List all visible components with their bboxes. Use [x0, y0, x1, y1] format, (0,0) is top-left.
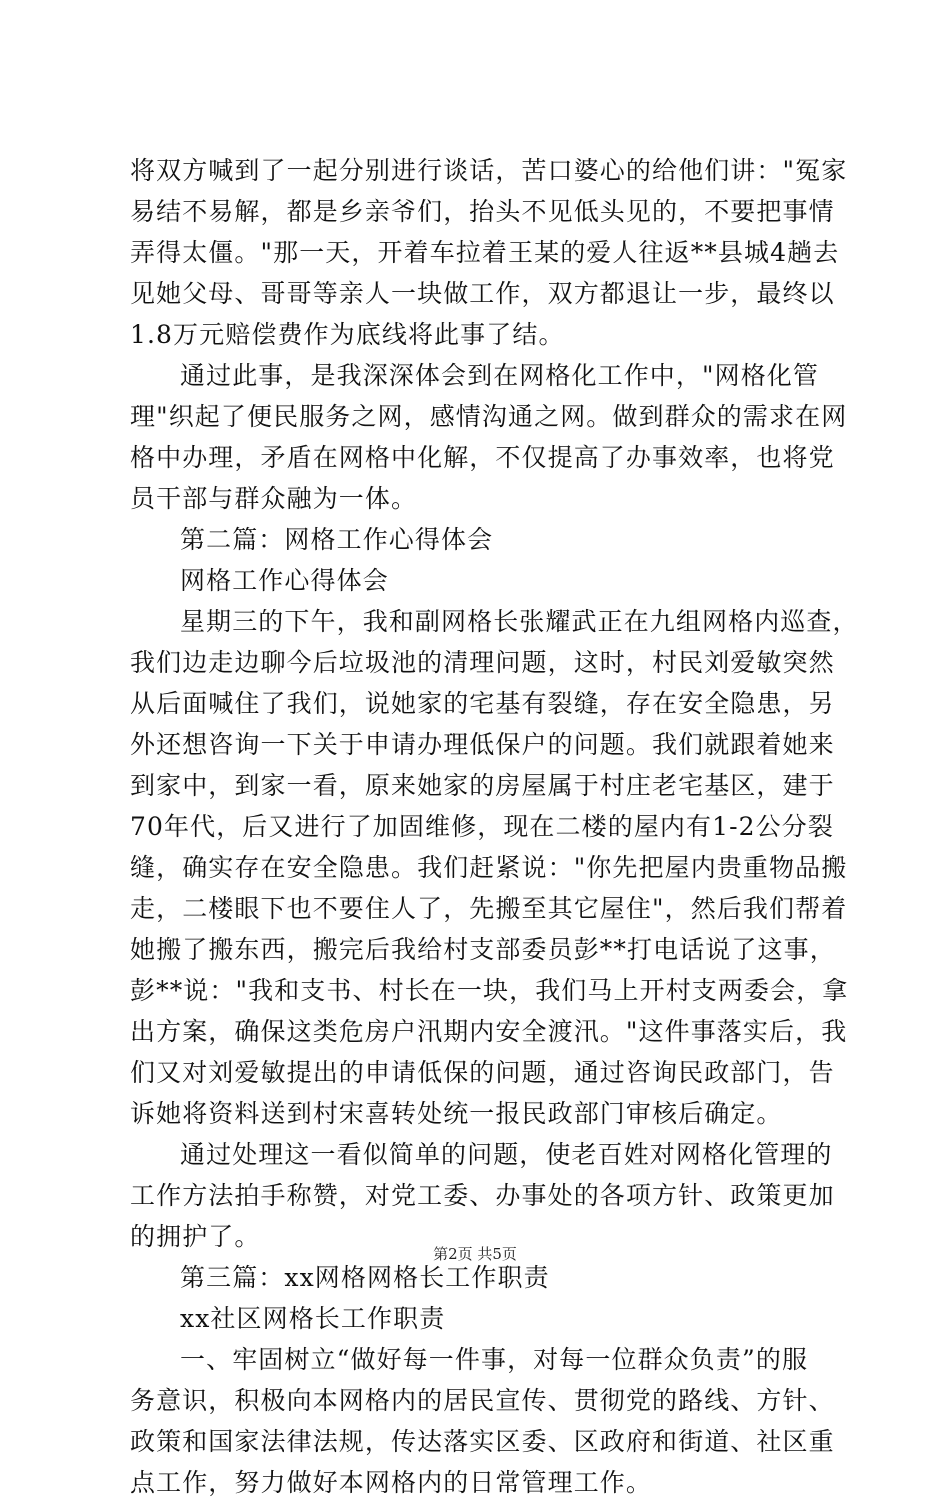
text-line: 彭**说："我和支书、村长在一块，我们马上开村支两委会，拿	[130, 976, 849, 1005]
text-line: 员干部与群众融为一体。	[130, 484, 418, 513]
text-line: 缝，确实存在安全隐患。我们赶紧说："你先把屋内贵重物品搬	[130, 853, 848, 882]
text-line: 政策和国家法律法规，传达落实区委、区政府和街道、社区重	[130, 1427, 835, 1456]
text-line: 易结不易解，都是乡亲爷们，抬头不见低头见的，不要把事情	[130, 197, 835, 226]
text-line: 诉她将资料送到村宋喜转处统一报民政部门审核后确定。	[130, 1099, 783, 1128]
text-line: 第三篇：xx网格网格长工作职责	[180, 1263, 550, 1292]
text-line: 出方案，确保这类危房户汛期内安全渡汛。"这件事落实后，我	[130, 1017, 848, 1046]
text-line: 们又对刘爱敏提出的申请低保的问题，通过咨询民政部门，告	[130, 1058, 835, 1087]
text-line: 她搬了搬东西，搬完后我给村支部委员彭**打电话说了这事，	[130, 935, 836, 964]
text-line: 工作方法拍手称赞，对党工委、办事处的各项方针、政策更加	[130, 1181, 835, 1210]
text-line: 第二篇：网格工作心得体会	[180, 525, 494, 554]
text-line: 弄得太僵。"那一天，开着车拉着王某的爱人往返**县城4趟去	[130, 238, 840, 267]
text-line: 走，二楼眼下也不要住人了，先搬至其它屋住"，然后我们帮着	[130, 894, 848, 923]
text-line: 的拥护了。	[130, 1222, 261, 1251]
text-line: 一、牢固树立“做好每一件事，对每一位群众负责”的服	[180, 1345, 809, 1374]
text-line: 星期三的下午，我和副网格长张耀武正在九组网格内巡查，	[180, 607, 859, 636]
text-line: 点工作，努力做好本网格内的日常管理工作。	[130, 1468, 653, 1497]
text-line: xx社区网格长工作职责	[180, 1304, 446, 1333]
text-line: 格中办理，矛盾在网格中化解，不仅提高了办事效率，也将党	[130, 443, 835, 472]
text-line: 1.8万元赔偿费作为底线将此事了结。	[130, 320, 565, 349]
text-line: 外还想咨询一下关于申请办理低保户的问题。我们就跟着她来	[130, 730, 835, 759]
text-line: 网格工作心得体会	[180, 566, 389, 595]
text-line: 务意识，积极向本网格内的居民宣传、贯彻党的路线、方针、	[130, 1386, 835, 1415]
page-footer: 第2页 共5页	[433, 1245, 517, 1263]
text-line: 70年代，后又进行了加固维修，现在二楼的屋内有1-2公分裂	[130, 812, 834, 841]
text-line: 通过处理这一看似简单的问题，使老百姓对网格化管理的	[180, 1140, 833, 1169]
text-line: 将双方喊到了一起分别进行谈话，苦口婆心的给他们讲："冤家	[130, 156, 848, 185]
text-line: 理"织起了便民服务之网，感情沟通之网。做到群众的需求在网	[130, 402, 848, 431]
text-line: 到家中，到家一看，原来她家的房屋属于村庄老宅基区，建于	[130, 771, 835, 800]
document-body	[130, 150, 859, 1503]
text-line: 见她父母、哥哥等亲人一块做工作，双方都退让一步，最终以	[130, 279, 835, 308]
text-line: 我们边走边聊今后垃圾池的清理问题，这时，村民刘爱敏突然	[130, 648, 835, 677]
text-line: 通过此事，是我深深体会到在网格化工作中，"网格化管	[180, 361, 820, 390]
text-line: 从后面喊住了我们，说她家的宅基有裂缝，存在安全隐患，另	[130, 689, 835, 718]
